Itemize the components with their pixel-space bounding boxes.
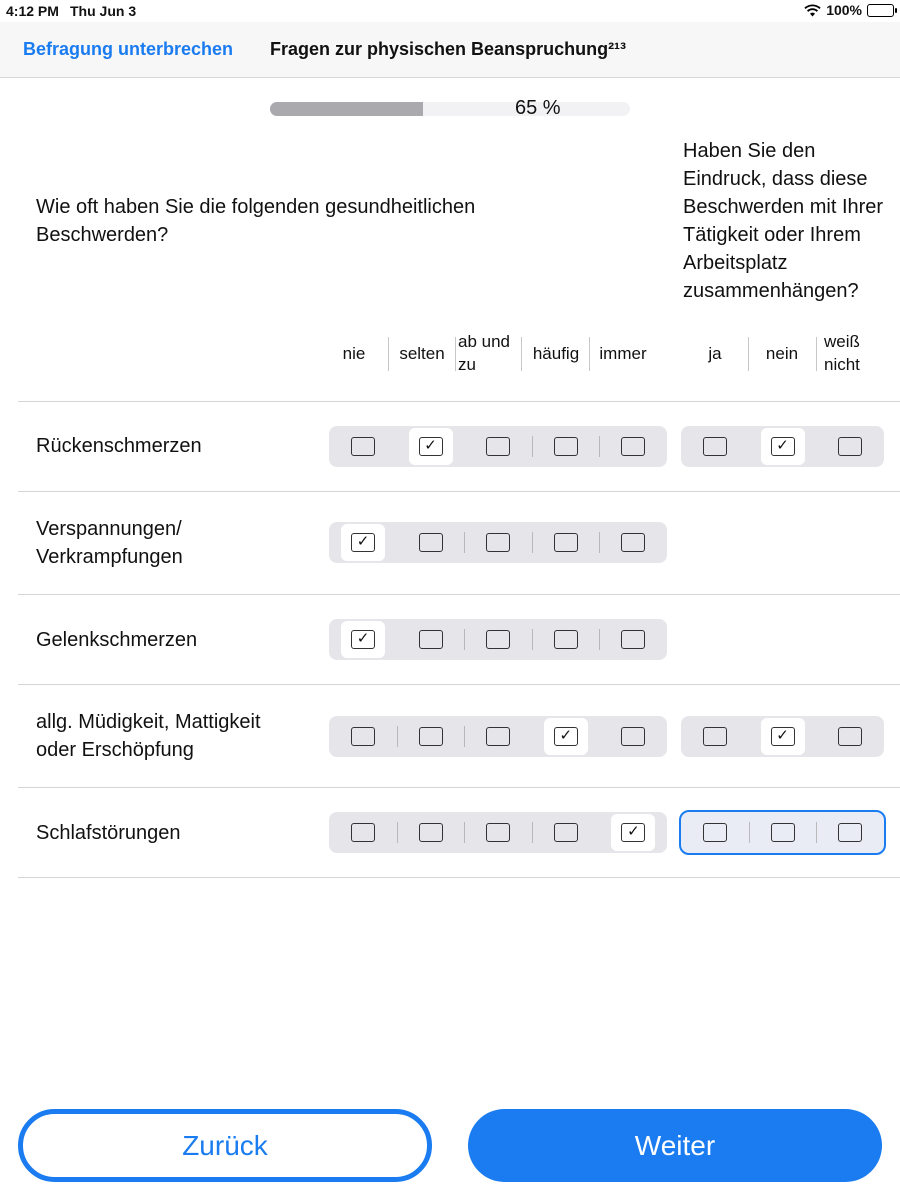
status-date: Thu Jun 3 <box>70 3 137 19</box>
segment-divider <box>464 532 465 553</box>
row-3-frequency-option-4[interactable] <box>599 716 667 757</box>
colhead-ab-und-zu: ab und zu <box>458 332 510 374</box>
row-label-muedigkeit: allg. Müdigkeit, Mattigkeit oder Erschöpfung <box>36 711 261 761</box>
segment-divider <box>599 629 600 650</box>
row-4-relation-selector <box>681 812 884 853</box>
colhead-divider <box>589 337 590 371</box>
checkbox-icon <box>419 823 443 842</box>
row-3-frequency-option-3[interactable] <box>532 716 600 757</box>
row-0-frequency-option-4[interactable] <box>599 426 667 467</box>
row-4-relation-option-1[interactable] <box>749 812 817 853</box>
segment-divider <box>532 532 533 553</box>
checkbox-icon <box>554 630 578 649</box>
progress-label: 65 % <box>515 97 561 119</box>
row-4-frequency-selector <box>329 812 667 853</box>
row-0-frequency-option-2[interactable] <box>464 426 532 467</box>
colhead-immer: immer <box>599 344 647 363</box>
battery-percent: 100% <box>826 2 862 18</box>
row-3-frequency-option-1[interactable] <box>397 716 465 757</box>
checkbox-icon <box>621 727 645 746</box>
colhead-selten: selten <box>399 344 445 363</box>
nav-bar <box>0 22 900 78</box>
row-0-relation-option-2[interactable] <box>816 426 884 467</box>
progress-fill <box>270 102 423 116</box>
row-1-frequency-option-3[interactable] <box>532 522 600 563</box>
checkbox-icon <box>351 437 375 456</box>
row-label-verspannungen: Verspannungen/ Verkrampfungen <box>36 518 183 568</box>
row-divider <box>18 491 900 492</box>
checkbox-icon <box>771 823 795 842</box>
checkbox-icon <box>486 727 510 746</box>
checkbox-icon <box>621 437 645 456</box>
progress-bar <box>270 102 630 116</box>
checkbox-icon <box>621 533 645 552</box>
segment-divider <box>749 822 750 843</box>
checkbox-icon <box>351 727 375 746</box>
checkbox-icon <box>419 630 443 649</box>
row-0-relation-option-1[interactable] <box>749 426 817 467</box>
row-2-frequency-option-2[interactable] <box>464 619 532 660</box>
back-button[interactable]: Zurück <box>18 1109 432 1182</box>
row-3-frequency-selector <box>329 716 667 757</box>
segment-divider <box>464 629 465 650</box>
row-4-frequency-option-2[interactable] <box>464 812 532 853</box>
row-1-frequency-option-1[interactable] <box>397 522 465 563</box>
row-0-relation-option-0[interactable] <box>681 426 749 467</box>
checkbox-icon <box>838 437 862 456</box>
row-1-frequency-option-0[interactable] <box>329 522 397 563</box>
checkbox-icon <box>554 437 578 456</box>
row-0-relation-selector <box>681 426 884 467</box>
checked-checkbox-icon <box>351 533 375 552</box>
row-4-frequency-option-0[interactable] <box>329 812 397 853</box>
row-divider <box>18 401 900 402</box>
row-2-frequency-selector <box>329 619 667 660</box>
segment-divider <box>397 726 398 747</box>
row-divider <box>18 877 900 878</box>
row-4-relation-option-2[interactable] <box>816 812 884 853</box>
question-relation: Haben Sie den Eindruck, dass diese Beschwerden mit Ihrer Tätigkeit oder Ihrem Arbeitsplatz zusammenhängen? <box>683 140 884 302</box>
row-divider <box>18 684 900 685</box>
row-3-relation-option-0[interactable] <box>681 716 749 757</box>
row-label-schlafstoerungen: Schlafstörungen <box>36 822 181 844</box>
segment-divider <box>532 436 533 457</box>
checkbox-icon <box>703 823 727 842</box>
checked-checkbox-icon <box>351 630 375 649</box>
row-label-gelenkschmerzen: Gelenkschmerzen <box>36 629 198 651</box>
row-3-relation-selector <box>681 716 884 757</box>
row-3-relation-option-2[interactable] <box>816 716 884 757</box>
checked-checkbox-icon <box>771 437 795 456</box>
row-divider <box>18 787 900 788</box>
row-1-frequency-option-4[interactable] <box>599 522 667 563</box>
checkbox-icon <box>486 630 510 649</box>
row-3-relation-option-1[interactable] <box>749 716 817 757</box>
checked-checkbox-icon <box>771 727 795 746</box>
checked-checkbox-icon <box>554 727 578 746</box>
checkbox-icon <box>486 437 510 456</box>
status-time: 4:12 PM <box>6 3 59 19</box>
row-0-frequency-selector <box>329 426 667 467</box>
segment-divider <box>532 822 533 843</box>
colhead-divider <box>521 337 522 371</box>
row-4-frequency-option-3[interactable] <box>532 812 600 853</box>
battery-icon <box>867 4 894 17</box>
checkbox-icon <box>703 727 727 746</box>
wifi-icon <box>804 4 821 17</box>
status-bar <box>0 0 900 22</box>
row-1-frequency-selector <box>329 522 667 563</box>
row-0-frequency-option-1[interactable] <box>397 426 465 467</box>
checkbox-icon <box>419 727 443 746</box>
row-2-frequency-option-4[interactable] <box>599 619 667 660</box>
checkbox-icon <box>486 533 510 552</box>
row-1-frequency-option-2[interactable] <box>464 522 532 563</box>
row-3-frequency-option-0[interactable] <box>329 716 397 757</box>
checkbox-icon <box>703 437 727 456</box>
row-label-rueckenschmerzen: Rückenschmerzen <box>36 435 202 457</box>
segment-divider <box>532 629 533 650</box>
colhead-nie: nie <box>342 344 366 363</box>
colhead-haeufig: häufig <box>532 344 580 363</box>
checkbox-icon <box>838 823 862 842</box>
checkbox-icon <box>554 533 578 552</box>
colhead-divider <box>388 337 389 371</box>
row-2-frequency-option-1[interactable] <box>397 619 465 660</box>
colhead-nein: nein <box>765 344 799 363</box>
colhead-ja: ja <box>708 344 722 363</box>
checked-checkbox-icon <box>621 823 645 842</box>
colhead-divider <box>748 337 749 371</box>
row-2-frequency-option-0[interactable] <box>329 619 397 660</box>
checkbox-icon <box>351 823 375 842</box>
row-0-frequency-option-0[interactable] <box>329 426 397 467</box>
colhead-weiss-nicht: weiß nicht <box>824 332 860 374</box>
segment-divider <box>599 436 600 457</box>
next-button[interactable]: Weiter <box>468 1109 882 1182</box>
colhead-divider <box>455 337 456 371</box>
checked-checkbox-icon <box>419 437 443 456</box>
segment-divider <box>464 822 465 843</box>
question-frequency: Wie oft haben Sie die folgenden gesundheitlichen Beschwerden? <box>36 196 476 246</box>
row-2-frequency-option-3[interactable] <box>532 619 600 660</box>
segment-divider <box>397 822 398 843</box>
row-divider <box>18 594 900 595</box>
segment-divider <box>816 822 817 843</box>
segment-divider <box>599 532 600 553</box>
colhead-divider <box>816 337 817 371</box>
checkbox-icon <box>838 727 862 746</box>
page-title: Fragen zur physischen Beanspruchung²¹³ <box>270 39 627 59</box>
status-right <box>804 2 894 18</box>
checkbox-icon <box>554 823 578 842</box>
checkbox-icon <box>419 533 443 552</box>
checkbox-icon <box>486 823 510 842</box>
segment-divider <box>464 726 465 747</box>
pause-survey-button[interactable]: Befragung unterbrechen <box>23 39 234 59</box>
row-0-frequency-option-3[interactable] <box>532 426 600 467</box>
row-3-frequency-option-2[interactable] <box>464 716 532 757</box>
checkbox-icon <box>621 630 645 649</box>
row-4-frequency-option-4[interactable] <box>599 812 667 853</box>
row-4-frequency-option-1[interactable] <box>397 812 465 853</box>
row-4-relation-option-0[interactable] <box>681 812 749 853</box>
